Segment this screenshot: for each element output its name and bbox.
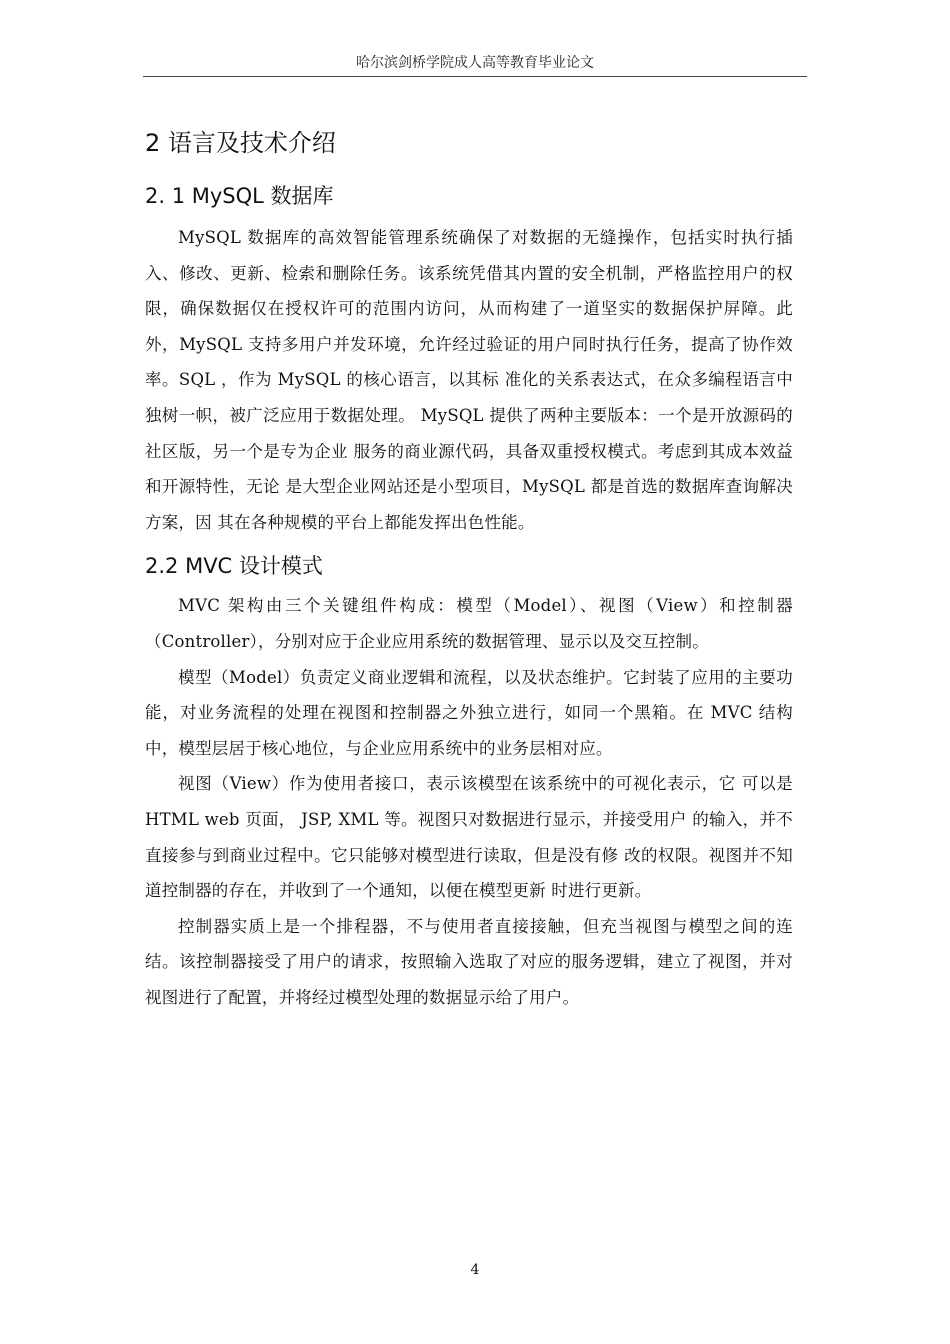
paragraph-mvc-model: 模型（Model）负责定义商业逻辑和流程，以及状态维护。它封装了应用的主要功能，对业务流程的处理在视图和控制器之外独立进行，如同一个黑箱。在 MVC 结构中，模型层居于核心地位，与企业应用系统中的业务层相对应。 [145,667,793,758]
paragraph-mvc-view: 视图（View）作为使用者接口，表示该模型在该系统中的可视化表示，它 可以是 HTML web 页面， JSP, XML 等。视图只对数据进行显示，并接受用户 的输入，并不直接参与到商业过程中。它只能够对模型进行读取，但是没有修 改的权限。视图并不知道控制器的存在，并收到了一个通知，以便在模型更新 时进行更新。 [145,774,793,901]
chapter-title: 2 语言及技术介绍 [145,129,336,157]
header-rule [143,76,807,77]
page-number: 4 [470,1262,480,1278]
section-title-mysql: 2. 1 MySQL 数据库 [145,184,334,208]
paragraph-mvc-components: MVC 架构由三个关键组件构成：模型（Model）、视图（View）和控制器 （Controller），分别对应于企业应用系统的数据管理、显示以及交互控制。 [145,596,793,651]
paragraph-mvc-controller: 控制器实质上是一个排程器，不与使用者直接接触，但充当视图与模型之间的连结。该控制器接受了用户的请求，按照输入选取了对应的服务逻辑，建立了视图，并对视图进行了配置，并将经过模型处理的数据显示给了用户。 [145,916,793,1007]
running-header: 哈尔滨剑桥学院成人高等教育毕业论文 [356,55,594,71]
section-title-mvc: 2.2 MVC 设计模式 [145,554,323,579]
paragraph-mysql-overview: MySQL 数据库的高效智能管理系统确保了对数据的无缝操作，包括实时执行插入、修改、更新、检索和删除任务。该系统凭借其内置的安全机制，严格监控用户的权限，确保数据仅在授权许可的范围内访问，从而构建了一道坚实的数据保护屏障。此外，MySQL 支持多用户并发环境，允许经过验证的用户同时执行任务，提高了协作效率。SQL ，作为 MySQL 的核心语言，以其标 准化的关系表达式，在众多编程语言中独树一帜，被广泛应用于数据处理。 MySQL 提供了两种主要版本：一个是开放源码的社区版，另一个是专为企业 服务的商业源代码，具备双重授权模式。考虑到其成本效益和开源特性，无论 是大型企业网站还是小型项目，MySQL 都是首选的数据库查询解决方案，因 其在各种规模的平台上都能发挥出色性能。 [145,228,793,532]
page-body [145,122,793,1015]
